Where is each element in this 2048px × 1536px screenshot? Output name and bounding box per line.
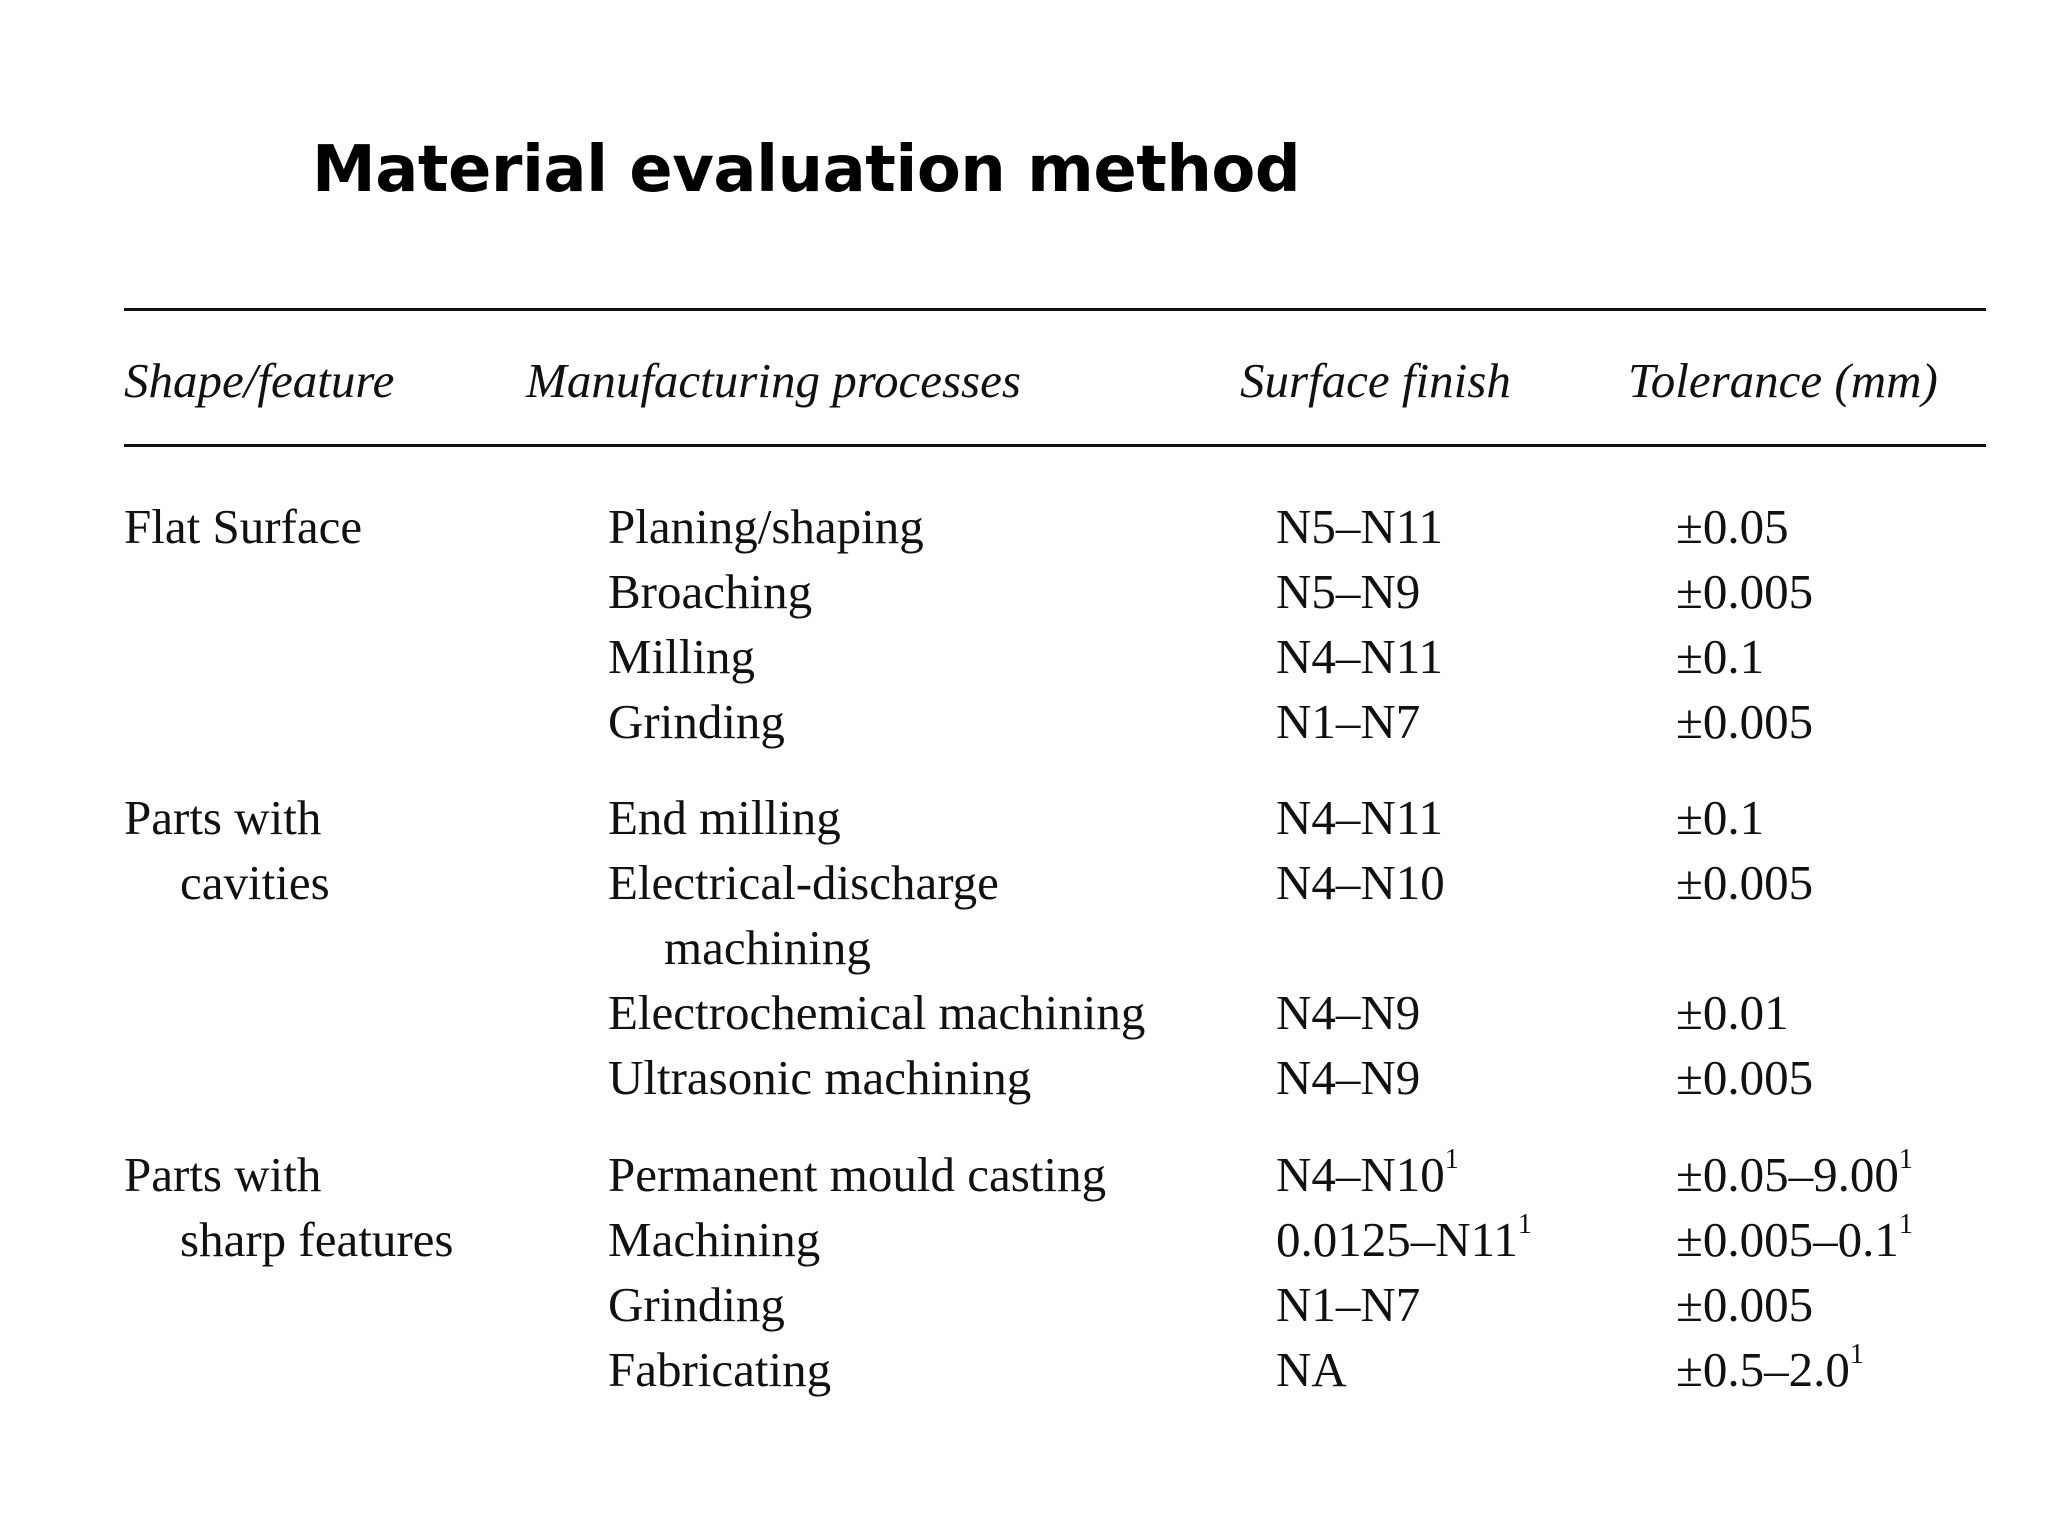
surface-cell: N4–N9 — [1276, 985, 1421, 1040]
tolerance-cell: $\pm 0.5-2.0^1$ — [1676, 1339, 1864, 1397]
surface-cell: N4–N10 — [1276, 855, 1445, 910]
tolerance-cell: ±0.05 — [1676, 499, 1789, 554]
surface-cell: $N4-N10^1$ — [1276, 1144, 1459, 1202]
process-cell: Grinding — [608, 694, 785, 749]
tolerance-cell: ±0.005 — [1676, 1277, 1814, 1332]
tolerance-cell: ±0.005 — [1676, 564, 1814, 619]
shape-cell-parts-with-sharp-features-cont: sharp features — [180, 1212, 454, 1267]
table-top-rule — [124, 308, 1986, 311]
header-tolerance: Tolerance (mm) — [1628, 353, 1938, 408]
footnote-marker: 1 — [1898, 1209, 1913, 1240]
tolerance-cell: $\pm 0.005-0.1^1$ — [1676, 1209, 1913, 1267]
surface-cell: N4–N11 — [1276, 790, 1443, 845]
surface-cell: N1–N7 — [1276, 1277, 1421, 1332]
surface-cell: N5–N11 — [1276, 499, 1443, 554]
tolerance-cell: ±0.1 — [1676, 629, 1765, 684]
footnote-marker: 1 — [1444, 1144, 1459, 1175]
footnote-marker: 1 — [1849, 1339, 1864, 1370]
process-cell: Fabricating — [608, 1342, 832, 1397]
tolerance-cell: $\pm 0.05-9.00^1$ — [1676, 1144, 1913, 1202]
surface-cell: $0.0125-N11^1$ — [1276, 1209, 1532, 1267]
process-cell: Broaching — [608, 564, 813, 619]
process-cell: Machining — [608, 1212, 821, 1267]
surface-cell: N4–N9 — [1276, 1050, 1421, 1105]
process-cell: Milling — [608, 629, 756, 684]
tolerance-cell: ±0.01 — [1676, 985, 1789, 1040]
process-cell: Planing/shaping — [608, 499, 924, 554]
slide-title: Material evaluation method — [312, 133, 1301, 207]
process-cell: End milling — [608, 790, 841, 845]
shape-cell-flat-surface: Flat Surface — [124, 499, 363, 554]
surface-cell: NA — [1276, 1342, 1347, 1397]
header-manufacturing-processes: Manufacturing processes — [526, 353, 1021, 408]
surface-cell: N4–N11 — [1276, 629, 1443, 684]
process-cell: Electrical-discharge — [608, 855, 999, 910]
process-cell-cont: machining — [664, 920, 871, 975]
shape-cell-parts-with-cavities: Parts with — [124, 790, 322, 845]
shape-cell-parts-with-sharp-features: Parts with — [124, 1147, 322, 1202]
table-header-rule — [124, 444, 1986, 447]
process-cell: Ultrasonic machining — [608, 1050, 1032, 1105]
tolerance-cell: ±0.1 — [1676, 790, 1765, 845]
process-cell: Electrochemical machining — [608, 985, 1146, 1040]
footnote-marker: 1 — [1517, 1209, 1532, 1240]
tolerance-cell: ±0.005 — [1676, 1050, 1814, 1105]
footnote-marker: 1 — [1898, 1144, 1913, 1175]
header-surface-finish: Surface finish — [1240, 353, 1511, 408]
tolerance-cell: ±0.005 — [1676, 855, 1814, 910]
surface-cell: N5–N9 — [1276, 564, 1421, 619]
surface-cell: N1–N7 — [1276, 694, 1421, 749]
header-shape-feature: Shape/feature — [124, 353, 395, 408]
shape-cell-parts-with-cavities-cont: cavities — [180, 855, 330, 910]
process-cell: Grinding — [608, 1277, 785, 1332]
tolerance-cell: ±0.005 — [1676, 694, 1814, 749]
process-cell: Permanent mould casting — [608, 1147, 1107, 1202]
